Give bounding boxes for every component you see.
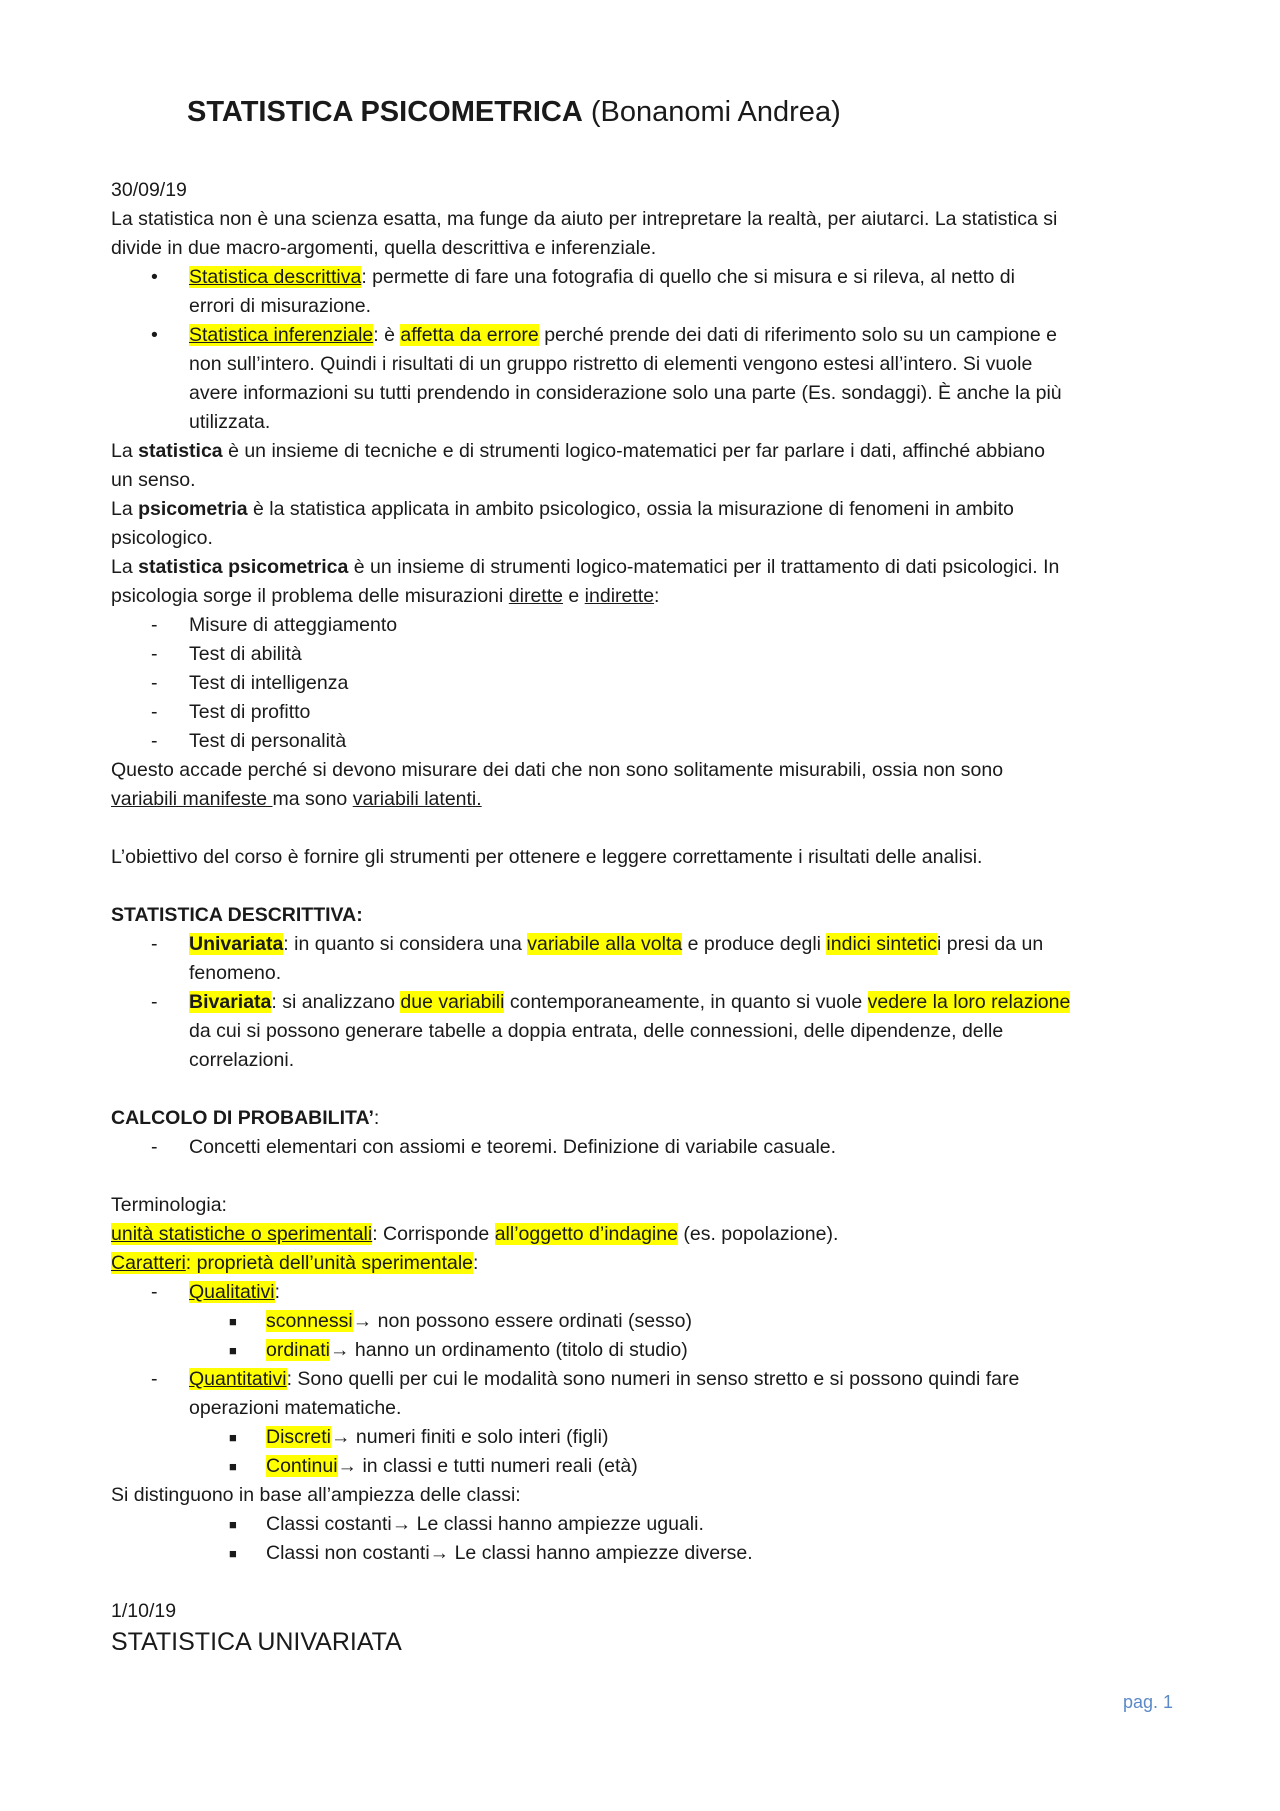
text-segment: Test di abilità [189,643,302,665]
text-segment: : [473,1252,479,1274]
title-author: (Bonanomi Andrea) [582,96,841,128]
text-segment: psicologico. [111,527,213,549]
text-segment: divide in due macro-argomenti, quella descrittiva e inferenziale. [111,237,657,259]
text-segment: psicologia sorge il problema delle misurazioni [111,585,509,607]
text-line [111,1336,1171,1365]
text-segment: STATISTICA DESCRITTIVA: [111,904,363,926]
text-line [111,234,1171,263]
text-segment: è la statistica applicata in ambito psicologico, ossia la misurazione di fenomeni in ambito [247,498,1014,520]
text-line [111,1104,1171,1133]
text-segment: indirette [584,585,655,607]
text-line [111,1481,1171,1510]
text-line [111,640,1171,669]
text-segment: → in classi e tutti numeri reali (età) [337,1455,638,1477]
text-line [111,843,1171,872]
text-line [111,1307,1171,1336]
bullet-dot-icon: • [151,266,158,288]
document-body [111,176,1171,1655]
text-segment: variabili manifeste [111,788,273,810]
bullet-square-icon: ■ [229,1459,237,1474]
blank-line [111,1075,1171,1104]
text-segment: : Corrisponde [372,1223,495,1245]
text-line [111,408,1171,437]
text-segment: Classi costanti→ Le classi hanno ampiezze uguali. [266,1513,704,1535]
text-segment: non sull’intero. Quindi i risultati di un gruppo ristretto di elementi vengono estesi all’intero. Si vuole [189,353,1033,375]
text-segment: un senso. [111,469,196,491]
text-segment: Concetti elementari con assiomi e teoremi. Definizione di variabile casuale. [189,1136,837,1158]
text-line [111,1452,1171,1481]
text-line [111,1394,1171,1423]
text-segment: La [111,556,139,578]
text-segment: i presi da un [936,933,1044,955]
text-segment: (es. popolazione). [677,1223,839,1245]
text-line [111,437,1171,466]
text-segment: operazioni matematiche. [189,1397,402,1419]
text-segment: utilizzata. [189,411,271,433]
text-segment: Continui [266,1455,338,1477]
text-segment: : Sono quelli per cui le modalità sono numeri in senso stretto e si possono quindi fare [286,1368,1020,1390]
bullet-dot-icon: • [151,324,158,346]
text-segment: 30/09/19 [111,179,187,201]
text-line [111,959,1171,988]
text-line [111,1539,1171,1568]
text-segment: psicometria [138,498,248,520]
bullet-dash-icon: - [151,1136,158,1158]
bullet-square-icon: ■ [229,1343,237,1358]
text-segment: Caratteri [111,1252,186,1274]
text-line [111,1423,1171,1452]
text-line [111,1626,1171,1655]
text-segment: variabile alla volta [527,933,683,955]
text-segment: Test di profitto [189,701,311,723]
text-segment: STATISTICA UNIVARIATA [111,1628,402,1656]
text-line [111,1510,1171,1539]
text-line [111,379,1171,408]
text-segment: : permette di fare una fotografia di quello che si misura e si rileva, al netto di [361,266,1015,288]
blank-line [111,1568,1171,1597]
text-segment: da cui si possono generare tabelle a doppia entrata, delle connessioni, delle dipendenze, delle [189,1020,1004,1042]
text-segment: è un insieme di strumenti logico-matematici per il trattamento di dati psicologici. In [348,556,1060,578]
text-line [111,1249,1171,1278]
text-line [111,611,1171,640]
text-segment: variabili latenti. [352,788,482,810]
text-line [111,1133,1171,1162]
text-segment: La [111,440,139,462]
bullet-dash-icon: - [151,672,158,694]
title-bold: STATISTICA PSICOMETRICA [187,96,583,128]
page-number: pag. 1 [1123,1692,1174,1712]
text-line [111,1365,1171,1394]
text-line [111,553,1171,582]
text-segment: affetta da errore [400,324,539,346]
text-segment: : [373,1107,380,1129]
text-segment: Test di personalità [189,730,347,752]
bullet-dash-icon: - [151,643,158,665]
text-line [111,756,1171,785]
text-line [111,321,1171,350]
text-segment: fenomeno. [189,962,282,984]
text-segment: La [111,498,139,520]
text-line [111,901,1171,930]
text-segment: Misure di atteggiamento [189,614,398,636]
text-segment: errori di misurazione. [189,295,372,317]
text-segment: Univariata [189,933,284,955]
text-segment: sconnessi [266,1310,353,1332]
text-segment: L’obiettivo del corso è fornire gli strumenti per ottenere e leggere correttamente i risultati delle analisi. [111,846,983,868]
text-line [111,1017,1171,1046]
text-segment: Statistica inferenziale [189,324,374,346]
text-line [111,582,1171,611]
text-segment: : proprietà dell’unità sperimentale [185,1252,474,1274]
text-segment: → numeri finiti e solo interi (figli) [331,1426,609,1448]
bullet-square-icon: ■ [229,1314,237,1329]
text-line [111,524,1171,553]
text-segment: vedere la loro relazione [867,991,1071,1013]
bullet-square-icon: ■ [229,1430,237,1445]
bullet-square-icon: ■ [229,1517,237,1532]
text-segment: correlazioni. [189,1049,295,1071]
text-segment: unità statistiche o sperimentali [111,1223,373,1245]
text-segment: dirette [508,585,563,607]
text-segment: indici sintetic [826,933,937,955]
text-line [111,1597,1171,1626]
text-line [111,1278,1171,1307]
text-segment: all’oggetto d’indagine [494,1223,678,1245]
text-line [111,263,1171,292]
text-line [111,495,1171,524]
text-line [111,727,1171,756]
text-segment: e produce degli [682,933,827,955]
page-title [187,94,841,130]
text-segment: ma sono [272,788,353,810]
text-segment: : si analizzano [271,991,401,1013]
bullet-dash-icon: - [151,991,158,1013]
text-line [111,205,1171,234]
text-segment: Statistica descrittiva [189,266,362,288]
text-segment: Si distinguono in base all’ampiezza delle classi: [111,1484,521,1506]
text-line [111,669,1171,698]
text-segment: Questo accade perché si devono misurare dei dati che non sono solitamente misurabili, ossia non sono [111,759,1004,781]
blank-line [111,814,1171,843]
text-segment: perché prende dei dati di riferimento solo su un campione e [538,324,1057,346]
text-segment: Qualitativi [189,1281,275,1303]
text-segment: statistica [138,440,223,462]
text-segment: : in quanto si considera una [283,933,528,955]
text-segment: 1/10/19 [111,1600,177,1622]
text-segment: e [562,585,585,607]
text-segment: : è [373,324,401,346]
text-segment: Bivariata [189,991,272,1013]
text-segment: → non possono essere ordinati (sesso) [352,1310,692,1332]
text-segment: avere informazioni su tutti prendendo in considerazione solo una parte (Es. sondaggi). È anche la più [189,382,1062,404]
text-line [111,930,1171,959]
text-line [111,698,1171,727]
text-line [111,292,1171,321]
text-segment: Test di intelligenza [189,672,349,694]
text-line [111,176,1171,205]
blank-line [111,872,1171,901]
text-segment: Classi non costanti→ Le classi hanno ampiezze diverse. [266,1542,753,1564]
text-line [111,785,1171,814]
bullet-dash-icon: - [151,614,158,636]
text-segment: Discreti [266,1426,332,1448]
text-segment: due variabili [400,991,505,1013]
text-line [111,350,1171,379]
text-segment: contemporaneamente, in quanto si vuole [504,991,868,1013]
bullet-dash-icon: - [151,1281,158,1303]
text-line [111,466,1171,495]
text-segment: statistica psicometrica [138,556,349,578]
text-segment: è un insieme di tecniche e di strumenti logico-matematici per far parlare i dati, affinché abbiano [222,440,1045,462]
text-segment: Quantitativi [189,1368,287,1390]
bullet-dash-icon: - [151,933,158,955]
text-line [111,1191,1171,1220]
text-segment: CALCOLO DI PROBABILITA’ [111,1107,374,1129]
text-line [111,1220,1171,1249]
bullet-dash-icon: - [151,730,158,752]
bullet-dash-icon: - [151,701,158,723]
text-segment: : [654,585,660,607]
blank-line [111,1162,1171,1191]
text-segment: : [274,1281,281,1303]
bullet-square-icon: ■ [229,1546,237,1561]
bullet-dash-icon: - [151,1368,158,1390]
text-segment: ordinati [266,1339,330,1361]
text-segment: → hanno un ordinamento (titolo di studio) [329,1339,688,1361]
text-line [111,1046,1171,1075]
text-segment: Terminologia: [111,1194,227,1216]
text-segment: La statistica non è una scienza esatta, ma funge da aiuto per intrepretare la realtà, per aiutarci. La statistica si [111,208,1058,230]
text-line [111,988,1171,1017]
